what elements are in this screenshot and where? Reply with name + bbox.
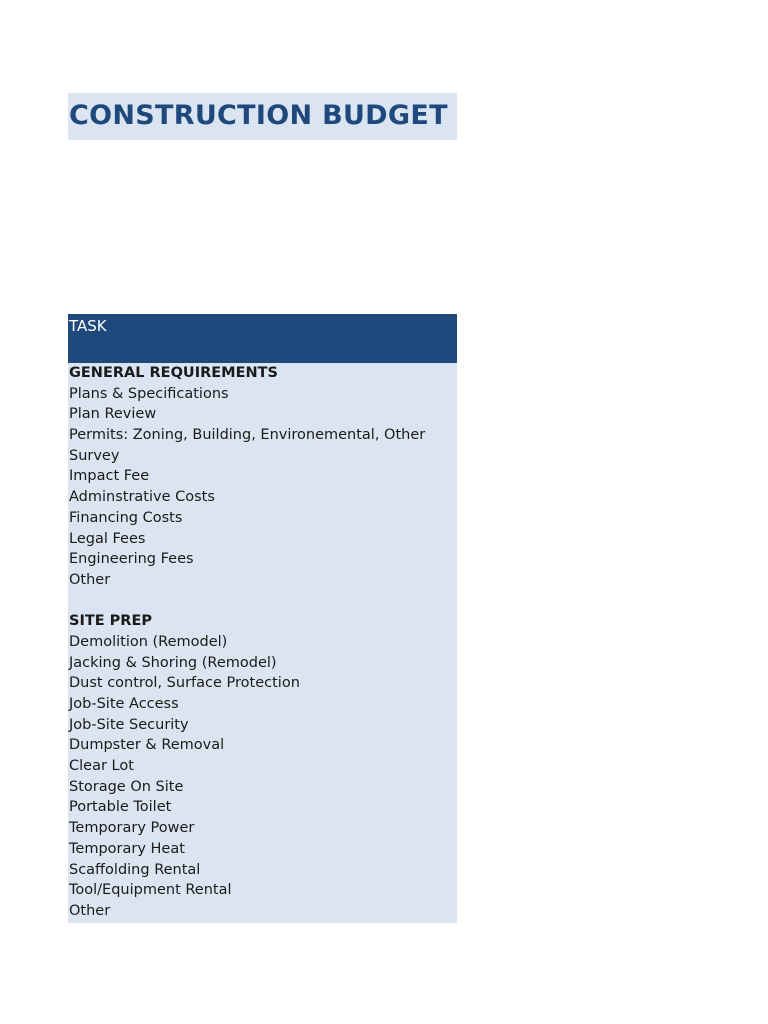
table-header xyxy=(68,314,457,363)
title-banner xyxy=(68,93,457,140)
table-row: Job-Site Access xyxy=(69,696,179,712)
table-row: Engineering Fees xyxy=(69,551,194,568)
table-row: Job-Site Security xyxy=(69,716,189,733)
page-title: CONSTRUCTION BUDGET xyxy=(69,100,448,131)
table-row: Adminstrative Costs xyxy=(69,489,215,506)
table-row: Plan Review xyxy=(69,406,157,423)
table-row: Jacking & Shoring (Remodel) xyxy=(69,654,277,671)
table-row: Permits: Zoning, Building, Environemental, Other xyxy=(69,427,426,444)
table-row: Dust control, Surface Protection xyxy=(69,675,300,692)
section-heading-general-requirements: GENERAL REQUIREMENTS xyxy=(69,365,278,381)
table-row: Portable Toilet xyxy=(69,799,172,816)
column-header-task: TASK xyxy=(69,317,107,335)
table-row: Legal Fees xyxy=(69,530,146,547)
table-row: Storage On Site xyxy=(69,778,184,795)
table-row: Impact Fee xyxy=(69,468,150,485)
table-row: Temporary Heat xyxy=(69,840,185,857)
table-row: Tool/Equipment Rental xyxy=(69,882,232,899)
table-row: Temporary Power xyxy=(69,820,195,837)
section-heading-site-prep: SITE PREP xyxy=(69,613,153,630)
budget-table xyxy=(68,314,457,923)
table-row: Demolition (Remodel) xyxy=(69,633,228,650)
table-row: Clear Lot xyxy=(69,758,134,775)
table-row: Other xyxy=(69,902,111,919)
table-row: Dumpster & Removal xyxy=(69,737,225,754)
table-row: Financing Costs xyxy=(69,509,183,526)
table-row: Scaffolding Rental xyxy=(69,861,201,878)
blank-row xyxy=(68,591,457,612)
table-body xyxy=(68,363,457,923)
table-row: Other xyxy=(69,571,111,588)
table-row: Plans & Specifications xyxy=(69,385,229,402)
table-row: Survey xyxy=(69,447,120,464)
